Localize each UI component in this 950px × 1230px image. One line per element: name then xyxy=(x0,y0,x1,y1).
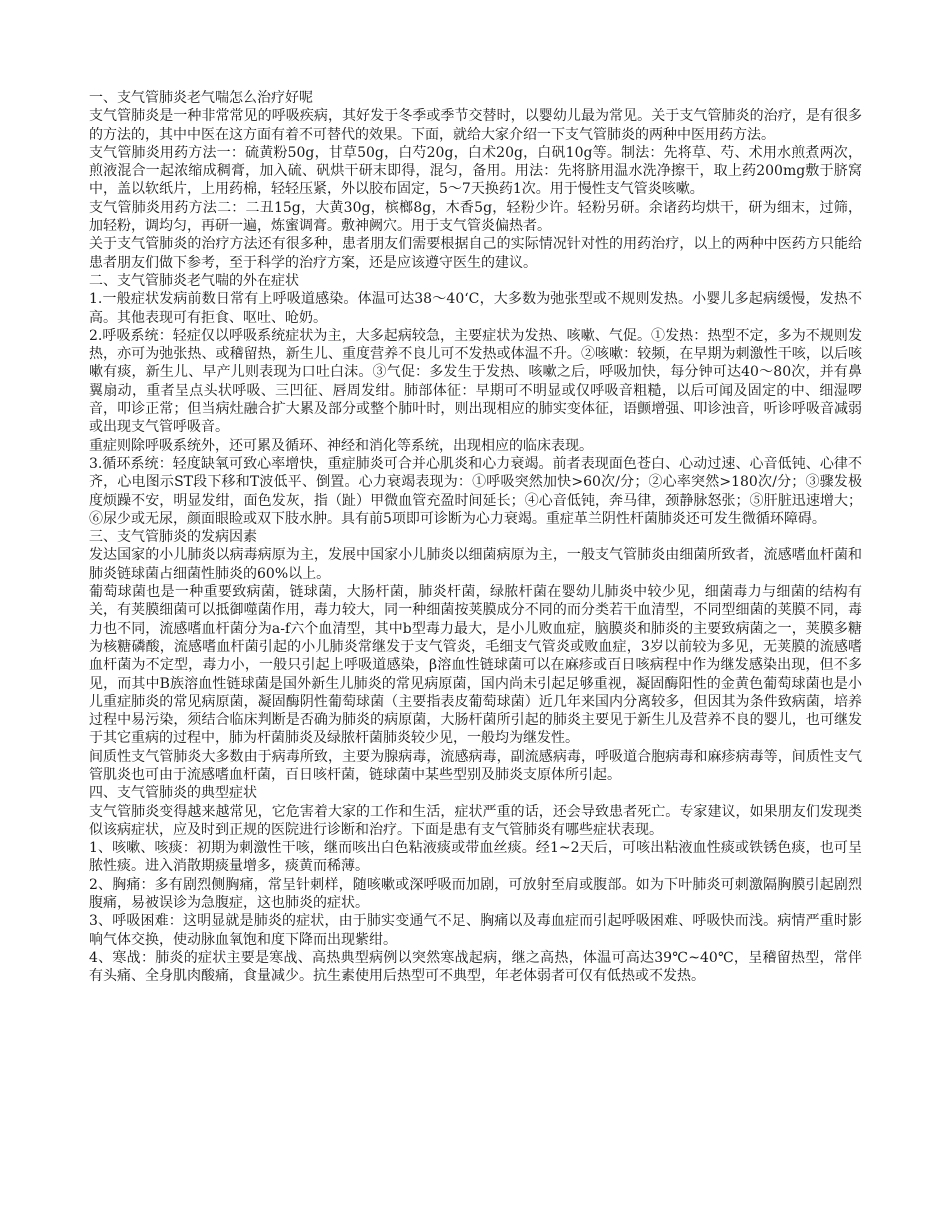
paragraph: 2.呼吸系统：轻症仅以呼吸系统症状为主，大多起病较急，主要症状为发热、咳嗽、气促。①发热：热型不定，多为不规则发热，亦可为弛张热、或稽留热，新生儿、重度营养不良儿可不发热或体温不升。②咳嗽：较频，在早期为刺激性干咳，以后咳嗽有痰，新生儿、早产儿则表现为口吐白沫。③气促：多发生于发热、咳嗽之后，呼吸加快，每分钟可达40～80次，并有鼻翼扇动，重者呈点头状呼吸、三凹征、唇周发绀。肺部体征：早期可不明显或仅呼吸音粗糙，以后可闻及固定的中、细湿啰音，叩诊正常；但当病灶融合扩大累及部分或整个肺叶时，则出现相应的肺实变体征，语颤增强、叩诊浊音，听诊呼吸音减弱或出现支气管呼吸音。 xyxy=(89,327,862,436)
paragraph: 1、咳嗽、咳痰：初期为刺激性干咳，继而咳出白色粘液痰或带血丝痰。经1~2天后，可咳出粘液血性痰或铁锈色痰，也可呈脓性痰。进入消散期痰量增多，痰黄而稀薄。 xyxy=(89,840,862,875)
paragraph: 支气管肺炎用药方法一：硫黄粉50g，甘草50g，白芍20g，白术20g，白矾10g等。制法：先将草、芍、术用水煎煮两次，煎液混合一起浓缩成稠膏，加入硫、矾烘干研末即得，混匀，备用。用法：先将脐用温水洗净擦干，取上药200mg敷于脐窝中，盖以软纸片，上用药棉，轻轻压紧，外以胶布固定，5～7天换药1次。用于慢性支气管炎咳嗽。 xyxy=(89,144,862,198)
paragraph: 支气管肺炎变得越来越常见，它危害着大家的工作和生活，症状严重的话，还会导致患者死亡。专家建议，如果朋友们发现类似该病症状，应及时到正规的医院进行诊断和治疗。下面是患有支气管肺炎有哪些症状表现。 xyxy=(89,803,862,838)
paragraph: 支气管肺炎用药方法二：二丑15g，大黄30g，槟榔8g，木香5g，轻粉少许。轻粉另研。余诸药均烘干，研为细末，过筛，加轻粉，调均匀，再研一遍，炼蜜调膏。敷神阙穴。用于支气管炎偏热者。 xyxy=(89,199,862,235)
paragraph: 3.循环系统：轻度缺氧可致心率增快，重症肺炎可合并心肌炎和心力衰竭。前者表现面色苍白、心动过速、心音低钝、心律不齐，心电图示ST段下移和T波低平、倒置。心力衰竭表现为：①呼吸突然加快>60次/分；②心率突然>180次/分；③骤发极度烦躁不安，明显发绀，面色发灰，指（趾）甲微血管充盈时间延长；④心音低钝，奔马律，颈静脉怒张；⑤肝脏迅速增大；⑥尿少或无尿，颜面眼睑或双下肢水肿。具有前5项即可诊断为心力衰竭。重症革兰阴性杆菌肺炎还可发生微循环障碍。 xyxy=(89,455,862,527)
paragraph: 支气管肺炎是一种非常常见的呼吸疾病，其好发于冬季或季节交替时，以婴幼儿最为常见。关于支气管肺炎的治疗，是有很多的方法的，其中中医在这方面有着不可替代的效果。下面，就给大家介绍一下支气管肺炎的两种中医用药方法。 xyxy=(89,108,862,143)
paragraph: 重症则除呼吸系统外，还可累及循环、神经和消化等系统，出现相应的临床表现。 xyxy=(89,437,593,454)
paragraph: 葡萄球菌也是一种重要致病菌，链球菌，大肠杆菌，肺炎杆菌，绿脓杆菌在婴幼儿肺炎中较少见，细菌毒力与细菌的结构有关，有荚膜细菌可以抵御噬菌作用，毒力较大，同一种细菌按荚膜成分不同的而分类若干血清型，不同型细菌的荚膜不同，毒力也不同，流感嗜血杆菌分为a-f六个血清型，其中b型毒力最大，是小儿败血症，脑膜炎和肺炎的主要致病菌之一，荚膜多糖为核糖磷酸，流感嗜血杆菌引起的小儿肺炎常继发于支气管炎，毛细支气管炎或败血症，3岁以前较为多见，无荚膜的流感嗜血杆菌为不定型，毒力小，一般只引起上呼吸道感染，β溶血性链球菌可以在麻疹或百日咳病程中作为继发感染出现，但不多见，而其中B族溶血性链球菌是国外新生儿肺炎的常见病原菌，国内尚未引起足够重视，凝固酶阳性的金黄色葡萄球菌也是小儿重症肺炎的常见病原菌，凝固酶阴性葡萄球菌（主要指表皮葡萄球菌）近几年来国内分离较多，但因其为条件致病菌，培养过程中易污染，须结合临床判断是否确为肺炎的病原菌，大肠杆菌所引起的肺炎主要见于新生儿及营养不良的婴儿，也可继发于其它重病的过程中，肺为杆菌肺炎及绿脓杆菌肺炎较少见，一般均为继发性。 xyxy=(89,584,862,747)
section-heading-4: 四、支气管肺炎的典型症状 xyxy=(89,785,257,802)
paragraph: 2、胸痛：多有剧烈侧胸痛，常呈针刺样，随咳嗽或深呼吸而加剧，可放射至肩或腹部。如为下叶肺炎可刺激隔胸膜引起剧烈腹痛，易被误诊为急腹症，这也肺炎的症状。 xyxy=(89,876,862,912)
paragraph: 4、寒战：肺炎的症状主要是寒战、高热典型病例以突然寒战起病，继之高热，体温可高达39℃~40℃，呈稽留热型，常伴有头痛、全身肌肉酸痛，食量减少。抗生素使用后热型可不典型，年老体弱者可仅有低热或不发热。 xyxy=(89,949,862,985)
section-heading-2: 二、支气管肺炎老气喘的外在症状 xyxy=(89,272,299,289)
paragraph: 3、呼吸困难：这明显就是肺炎的症状，由于肺实变通气不足、胸痛以及毒血症而引起呼吸困难、呼吸快而浅。病情严重时影响气体交换，使动脉血氧饱和度下降而出现紫绀。 xyxy=(89,913,862,948)
paragraph: 1.一般症状发病前数日常有上呼吸道感染。体温可达38～40‘C，大多数为弛张型或不规则发热。小婴儿多起病缓慢，发热不高。其他表现可有拒食、呕吐、呛奶。 xyxy=(89,291,862,326)
paragraph: 发达国家的小儿肺炎以病毒病原为主，发展中国家小儿肺炎以细菌病原为主，一般支气管肺炎由细菌所致者，流感嗜血杆菌和肺炎链球菌占细菌性肺炎的60%以上。 xyxy=(89,547,862,582)
section-heading-3: 三、支气管肺炎的发病因素 xyxy=(89,529,257,546)
paragraph: 间质性支气管肺炎大多数由于病毒所致，主要为腺病毒，流感病毒，副流感病毒，呼吸道合胞病毒和麻疹病毒等，间质性支气管肌炎也可由于流感嗜血杆菌，百日咳杆菌，链球菌中某些型别及肺炎支原体所引起。 xyxy=(89,748,862,783)
paragraph: 关于支气管肺炎的治疗方法还有很多种，患者朋友们需要根据自己的实际情况针对性的用药治疗，以上的两种中医药方只能给患者朋友们做下参考，至于科学的治疗方案，还是应该遵守医生的建议。 xyxy=(89,236,862,271)
section-heading-1: 一、支气管肺炎老气喘怎么治疗好呢 xyxy=(89,90,313,106)
